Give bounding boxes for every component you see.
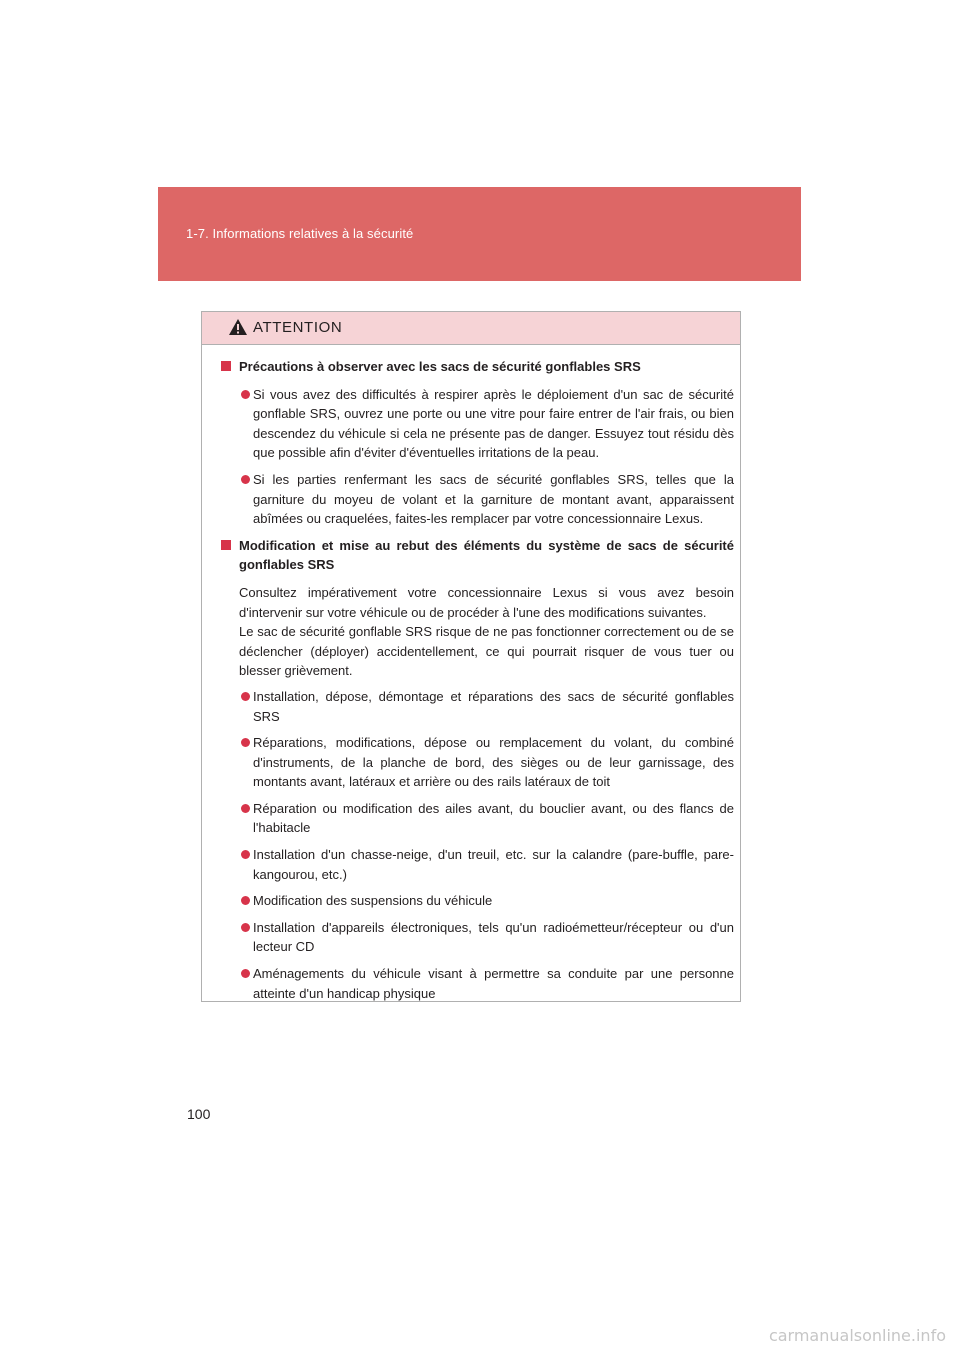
warning-triangle-icon xyxy=(228,318,248,336)
round-bullet-icon xyxy=(241,390,250,399)
list-item-text: Si les parties renfermant les sacs de sécurité gonflables SRS, telles que la garniture du moyeu de volant et la garniture de montant avant, apparaissent abîmées ou craquelées, faites-les remplacer par votre concessionnaire Lexus. xyxy=(253,471,734,527)
list-item-text: Installation, dépose, démontage et réparations des sacs de sécurité gonflables SRS xyxy=(253,688,734,724)
list-item-text: Réparations, modifications, dépose ou remplacement du volant, du combiné d'instruments, de la planche de bord, des sièges ou de leur garnissage, des montants avant, latéraux et arrière ou des rails latéraux de toit xyxy=(253,735,734,790)
round-bullet-icon xyxy=(241,475,250,484)
round-bullet-icon xyxy=(241,969,250,978)
list-item-text: Si vous avez des difficultés à respirer après le déploiement d'un sac de sécurité gonflable SRS, ouvrez une porte ou une vitre pour faire entrer de l'air frais, ou bien descendez du véhicule si cela ne présente pas de danger. Essuyez tout résidu dès que possible afin d'éviter d'éventuelles irritations de la peau. xyxy=(253,386,734,461)
list-item xyxy=(221,687,734,726)
list-item xyxy=(221,964,734,1003)
list-item-text: Réparation ou modification des ailes avant, du bouclier avant, ou des flancs de l'habitacle xyxy=(253,800,734,836)
round-bullet-icon xyxy=(241,923,250,932)
round-bullet-icon xyxy=(241,804,250,813)
section-heading xyxy=(221,357,734,377)
square-bullet-icon xyxy=(221,361,231,371)
paragraph: Consultez impérativement votre concessionnaire Lexus si vous avez besoin d'intervenir sur votre véhicule ou de procéder à l'une des modifications suivantes. xyxy=(239,584,734,620)
warning-header xyxy=(202,312,740,345)
section-header-band xyxy=(158,187,801,281)
list-item xyxy=(221,470,734,529)
section-heading-text: Précautions à observer avec les sacs de sécurité gonflables SRS xyxy=(239,359,641,374)
list-item xyxy=(221,918,734,957)
warning-title: ATTENTION xyxy=(253,319,343,336)
list-item-text: Aménagements du véhicule visant à permettre sa conduite par une personne atteinte d'un handicap physique xyxy=(253,966,734,1001)
round-bullet-icon xyxy=(241,850,250,859)
list-item-text: Installation d'appareils électroniques, tels qu'un radioémetteur/récepteur ou d'un lecteur CD xyxy=(253,919,734,955)
round-bullet-icon xyxy=(241,692,250,701)
list-item xyxy=(221,733,734,792)
list-item-text: Installation d'un chasse-neige, d'un treuil, etc. sur la calandre (pare-buffle, pare-kangourou, etc.) xyxy=(253,847,734,882)
list-item xyxy=(221,845,734,884)
section-heading xyxy=(221,536,734,575)
list-item-text: Modification des suspensions du véhicule xyxy=(253,893,493,909)
list-item xyxy=(221,385,734,463)
list-item xyxy=(221,891,734,911)
list-item xyxy=(221,799,734,838)
round-bullet-icon xyxy=(241,738,250,747)
watermark: carmanualsonline.info xyxy=(768,1326,946,1345)
warning-body xyxy=(202,345,740,1003)
warning-box xyxy=(201,311,741,1002)
round-bullet-icon xyxy=(241,896,250,905)
section-heading-text: Modification et mise au rebut des éléments du système de sacs de sécurité gonflables SRS xyxy=(239,537,734,573)
page-number: 100 xyxy=(187,1106,211,1122)
paragraph: Le sac de sécurité gonflable SRS risque de ne pas fonctionner correctement ou de se déclencher (déployer) accidentellement, ce qui pourrait risquer de vous tuer ou blesser grièvement. xyxy=(239,624,734,679)
section-title: 1-7. Informations relatives à la sécurité xyxy=(186,226,414,241)
square-bullet-icon xyxy=(221,540,231,550)
